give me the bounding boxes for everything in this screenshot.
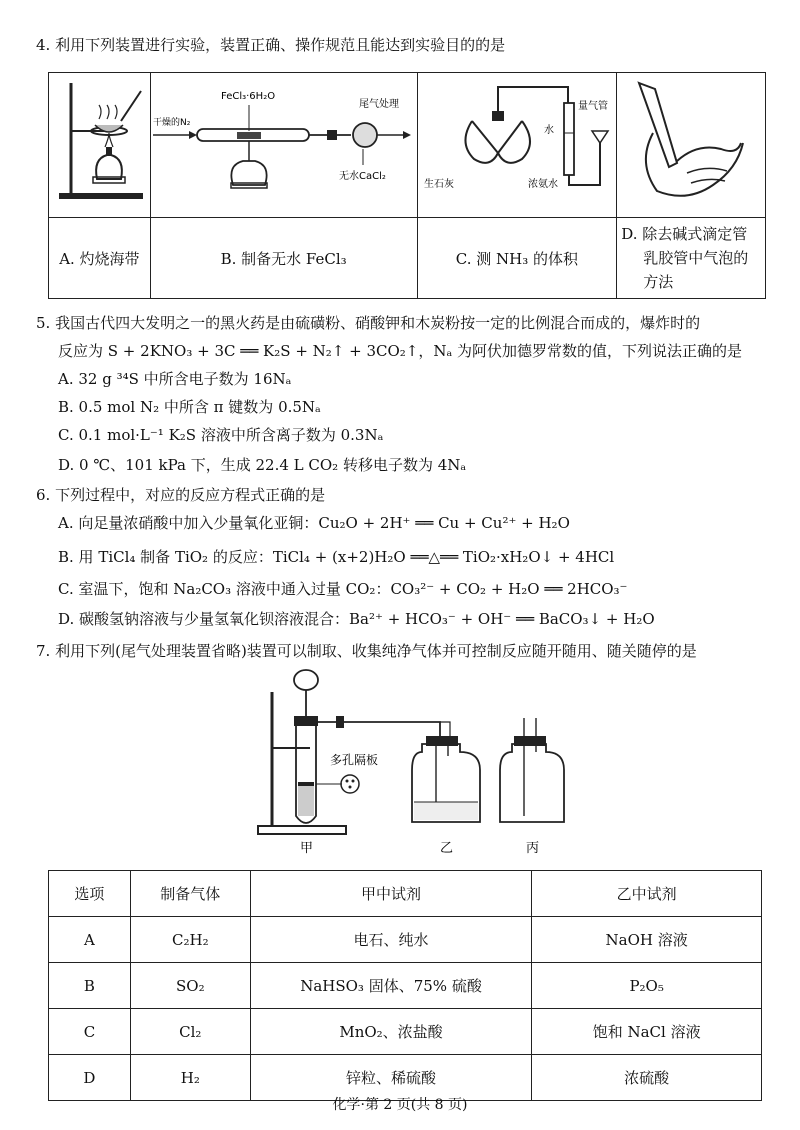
page-footer: 化学·第 2 页(共 8 页) [332, 1097, 468, 1113]
q5-option-a: A. 32 g ³⁴S 中所含电子数为 16Nₐ [58, 370, 292, 388]
q4-option-c: C. 测 NH₃ 的体积 [417, 218, 617, 299]
burning-kelp-apparatus-icon [49, 73, 149, 213]
q7-apparatus-figure [250, 666, 570, 862]
q5-option-b: B. 0.5 mol N₂ 中所含 π 键数为 0.5Nₐ [58, 398, 321, 416]
table-row: C Cl₂ MnO₂、浓盐酸 饱和 NaCl 溶液 [49, 1009, 762, 1055]
q6-stem [36, 484, 325, 506]
c-water-label: 水 [543, 125, 554, 136]
table-row: A C₂H₂ 电石、纯水 NaOH 溶液 [49, 917, 762, 963]
q5-stem-line1: 我国古代四大发明之一的黑火药是由硫磺粉、硝酸钾和木炭粉按一定的比例混合而成的，爆炸时的 [55, 314, 701, 332]
header-gas: 制备气体 [130, 871, 250, 917]
q4-figure-a [49, 73, 151, 218]
q7-stem-text: 利用下列(尾气处理装置省略)装置可以制取、收集纯净气体并可控制反应随开随用、随关随停的是 [55, 642, 697, 660]
q6-stem-text: 下列过程中，对应的反应方程式正确的是 [55, 486, 326, 504]
q4-option-a: A. 灼烧海带 [49, 218, 151, 299]
q7-stem [36, 640, 697, 662]
label-yi: 乙 [440, 841, 454, 856]
q6-number: 6. [36, 486, 51, 504]
table-header-row [49, 871, 762, 917]
q4-option-b: B. 制备无水 FeCl₃ [150, 218, 417, 299]
b-gas-label: 干燥的N₂ [152, 118, 191, 128]
anhydrous-fecl3-apparatus-icon [151, 73, 416, 213]
porous-plate-label: 多孔隔板 [330, 753, 379, 767]
q5-option-d: D. 0 ℃、101 kPa 下，生成 22.4 L CO₂ 转移电子数为 4Nₐ [58, 456, 467, 474]
q7-options-table [48, 870, 762, 1101]
header-jia-reagent: 甲中试剂 [250, 871, 532, 917]
nh3-volume-apparatus-icon [418, 73, 616, 213]
q6-option-a: A. 向足量浓硝酸中加入少量氧化亚铜：Cu₂O + 2H⁺ ══ Cu + Cu²⁺ + H₂O [58, 514, 570, 532]
b-tail-label: 尾气处理 [358, 99, 399, 110]
q4-option-d: D. 除去碱式滴定管 乳胶管中气泡的 方法 [617, 218, 766, 299]
q6-option-b: B. 用 TiCl₄ 制备 TiO₂ 的反应：TiCl₄ + (x+2)H₂O ══△══ TiO₂·xH₂O↓ + 4HCl [58, 548, 615, 566]
q6-option-d: D. 碳酸氢钠溶液与少量氢氧化钡溶液混合：Ba²⁺ + HCO₃⁻ + OH⁻ ══ BaCO₃↓ + H₂O [58, 610, 655, 628]
q7-number: 7. [36, 642, 51, 660]
table-row: B SO₂ NaHSO₃ 固体、75% 硫酸 P₂O₅ [49, 963, 762, 1009]
header-option: 选项 [49, 871, 131, 917]
burette-bubble-removal-icon [617, 73, 764, 213]
q4-figure-c [417, 73, 617, 218]
b-reagent-label: FeCl₃·6H₂O [220, 91, 275, 102]
q4-stem-text: 利用下列装置进行实验，装置正确、操作规范且能达到实验目的的是 [55, 36, 506, 54]
label-bing: 丙 [526, 841, 540, 856]
c-liquid-label: 浓氨水 [527, 179, 558, 190]
header-yi-reagent: 乙中试剂 [532, 871, 762, 917]
q5-stem [36, 312, 700, 334]
q5-option-c: C. 0.1 mol·L⁻¹ K₂S 溶液中所含离子数为 0.3Nₐ [58, 426, 384, 444]
q5-stem-line2: 反应为 S + 2KNO₃ + 3C ══ K₂S + N₂↑ + 3CO₂↑，Nₐ 为阿伏加德罗常数的值，下列说法正确的是 [58, 342, 743, 360]
q4-number: 4. [36, 36, 51, 54]
q4-figure-b [150, 73, 417, 218]
q4-apparatus-table [48, 72, 766, 299]
c-tube-label: 量气管 [577, 101, 608, 112]
q4-figure-d [617, 73, 766, 218]
q5-number: 5. [36, 314, 51, 332]
q6-option-c: C. 室温下，饱和 Na₂CO₃ 溶液中通入过量 CO₂：CO₃²⁻ + CO₂ + H₂O ══ 2HCO₃⁻ [58, 580, 628, 598]
table-row: D H₂ 锌粒、稀硫酸 浓硫酸 [49, 1055, 762, 1101]
b-drier-label: 无水CaCl₂ [338, 171, 386, 182]
c-solid-label: 生石灰 [423, 179, 454, 190]
q4-stem [36, 34, 505, 56]
label-jia: 甲 [300, 841, 314, 856]
